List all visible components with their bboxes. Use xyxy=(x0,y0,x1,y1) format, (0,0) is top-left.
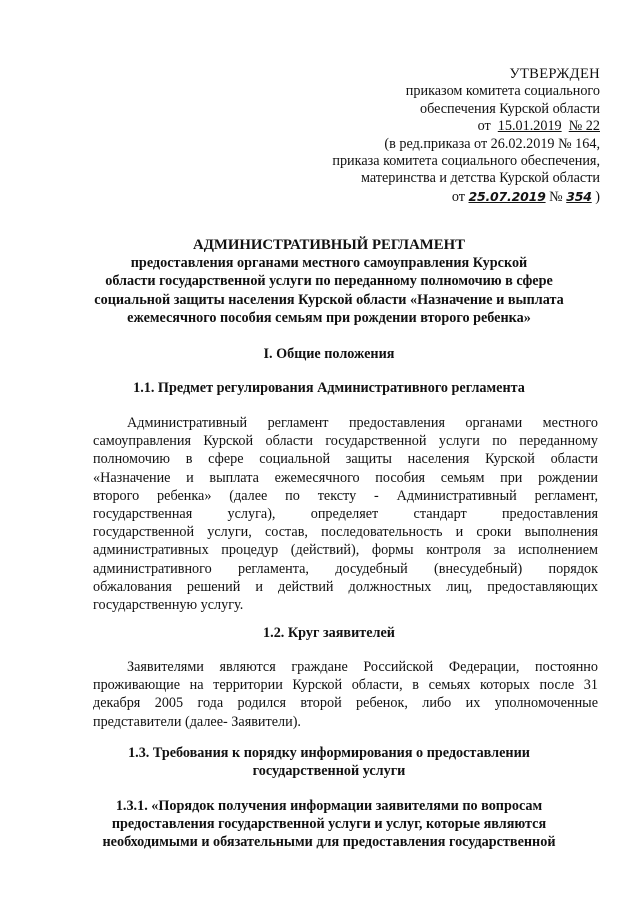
section-heading-1-1: 1.1. Предмет регулирования Административного регламента xyxy=(133,380,525,396)
approval-line: обеспечения Курской области xyxy=(419,100,600,117)
regulation-subtitle-line: предоставления органами местного самоуправления Курской xyxy=(130,255,528,272)
regulation-title-block xyxy=(60,236,598,327)
handwritten-date: 25.07.2019 xyxy=(468,188,546,204)
section-heading-1-3-1: 1.3.1. «Порядок получения информации заявителями по вопросам предоставления государственной услуги и услуг, которые являются необходимыми и обязательными для предоставления государственной xyxy=(102,798,556,850)
approval-line: материнства и детства Курской области xyxy=(360,170,600,187)
approval-amendment-date-line: от 25.07.2019 № 354 ) xyxy=(451,188,600,205)
approval-line: приказом комитета социального xyxy=(405,83,600,100)
approval-order-date-line: от 15.01.2019 № 22 xyxy=(477,118,600,135)
paragraph-applicants: Заявителями являются граждане Российской Федерации, постоянно проживающие на территории Курской области, в семьях которых после 31 декабря 2005 года родился второй ребенок, либо их уполномоченные представители (далее- Заявители). xyxy=(93,659,598,730)
order-number: № 22 xyxy=(568,118,600,135)
regulation-title: АДМИНИСТРАТИВНЫЙ РЕГЛАМЕНТ xyxy=(193,237,465,253)
regulation-subtitle-line: области государственной услуги по переданному полномочию в сфере xyxy=(105,273,553,290)
handwritten-number: 354 xyxy=(566,188,592,204)
order-date: 15.01.2019 xyxy=(497,118,562,135)
approval-line: (в ред.приказа от 26.02.2019 № 164, xyxy=(384,135,600,152)
regulation-subtitle-line: ежемесячного пособия семьям при рождении второго ребенка» xyxy=(127,309,531,326)
regulation-subtitle-line: социальной защиты населения Курской области «Назначение и выплата xyxy=(94,291,564,308)
section-heading-general: I. Общие положения xyxy=(263,346,395,362)
paragraph-regulation-subject: Административный регламент предоставления органами местного самоуправления Курской области государственной услуги по переданному полномочию в сфере социальной защиты населения Курской области «Назначение и выплата ежемесячного пособия семьям при рождении второго ребенка» (далее по тексту - Административный регламент, государственная услуга), определяет стандарт предоставления государственной услуги, состав, последовательность и сроки выполнения административных процедур (действий), формы контроля за исполнением административного регламента, досудебный (внесудебный) порядок обжалования решений и действий должностных лиц, предоставляющих государственную услугу. xyxy=(93,415,598,614)
approval-block xyxy=(270,66,600,206)
approval-line: приказа комитета социального обеспечения, xyxy=(332,153,600,170)
section-heading-1-2: 1.2. Круг заявителей xyxy=(263,625,395,641)
approval-heading: УТВЕРЖДЕН xyxy=(509,66,600,82)
section-heading-1-3: 1.3. Требования к порядку информирования о предоставлении государственной услуги xyxy=(128,745,530,779)
